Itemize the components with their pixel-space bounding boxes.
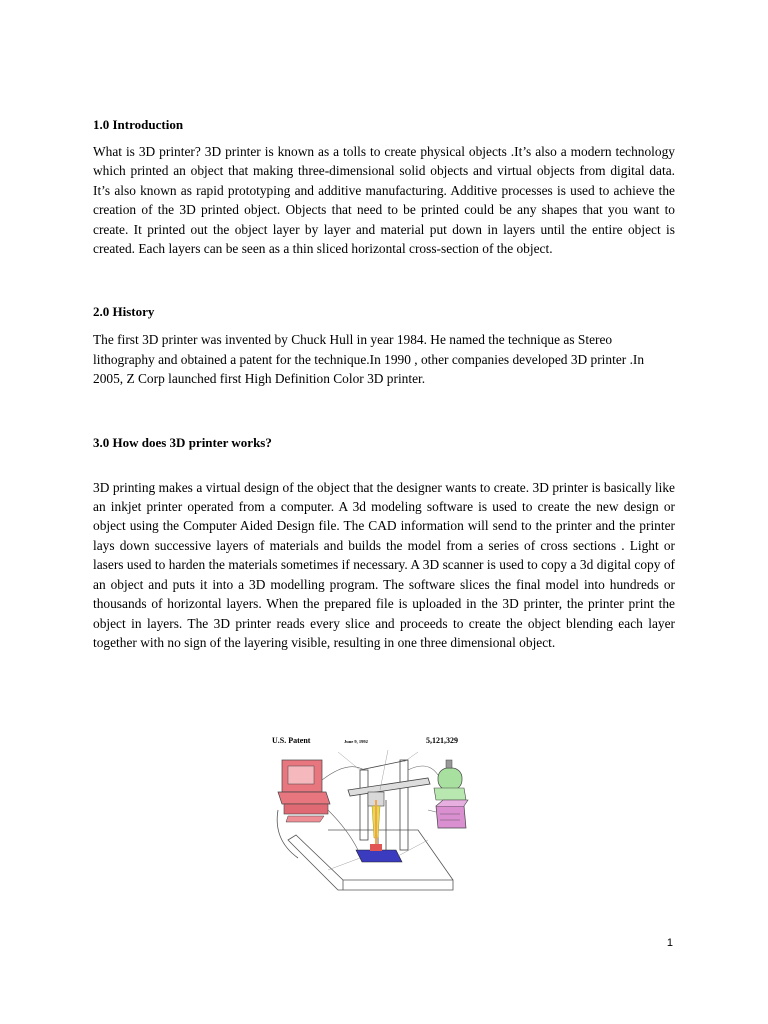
computer-terminal [278,760,330,822]
patent-figure [268,730,473,902]
page-number: 1 [666,937,673,949]
section-paragraph-introduction: What is 3D printer? 3D printer is known as a tolls to create physical objects .It’s also a modern technology which printed an object that making three-dimensional solid objects and virtual objects from digital data. It’s also known as rapid prototyping and additive manufacturing. Additive processes is used to achieve the creation of the 3D printed object. Objects that need to be printed could be any shapes that you want to create. It printed out the object layer by layer and material put down in layers until the entire object is created. Each layers can be seen as a thin sliced horizontal cross-section of the object. [93,144,675,257]
patent-number: 5,121,329 [426,736,458,745]
patent-date: June 9, 1992 [344,739,368,744]
document-body [93,115,675,652]
section-heading-history: 2.0 History [93,304,155,320]
gas-tank [434,760,466,800]
build-platform [356,844,402,862]
patent-label: U.S. Patent [272,736,311,745]
patent-drawing [268,730,473,902]
section-heading-how-it-works: 3.0 How does 3D printer works? [93,434,272,450]
printer-gantry [348,760,430,850]
section-paragraph-how-it-works: 3D printing makes a virtual design of the object that the designer wants to create. 3D printer is basically like an inkjet printer operated from a computer. A 3d modeling software is used to create the new design or object using the Computer Aided Design file. The CAD information will send to the printer and the printer lays down successive layers of materials and builds the model from a series of cross sections . Light or lasers used to harden the materials sometimes if necessary. A 3D scanner is used to copy a 3d digital copy of an object and puts it into a 3D modelling program. The software slices the final model into hundreds or thousands of horizontal layers. When the prepared file is uploaded in the 3D printer, the printer print the object in layers. The 3D printer reads every slice and proceeds to create the object blending each layer together with no sign of the layering visible, resulting in one three dimensional object. [93,479,675,650]
control-box [436,800,468,828]
print-head [368,792,384,850]
section-heading-introduction: 1.0 Introduction [93,117,184,132]
section-paragraph-history: The first 3D printer was invented by Chuck Hull in year 1984. He named the technique as Stereo lithography and obtained a patent for the technique.In 1990 , other companies developed 3D printer .In 2005, Z Corp launched first High Definition Color 3D printer. [93,332,645,387]
